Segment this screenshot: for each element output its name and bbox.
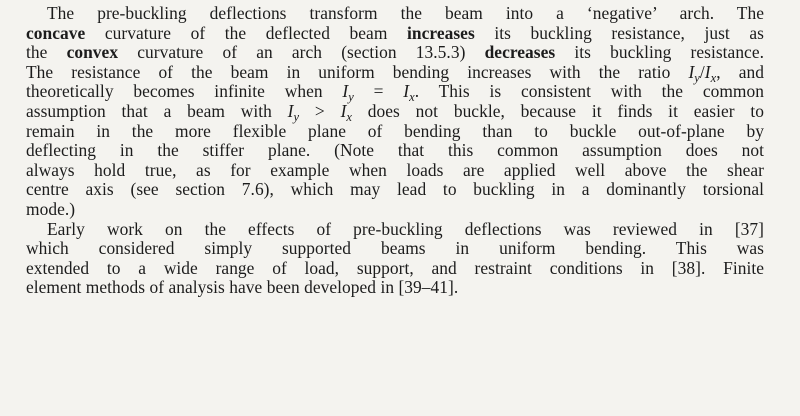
paragraph-1 <box>26 4 764 220</box>
text-run: extended to a wide range of load, support, and restraint conditions in [38]. Finite <box>26 257 764 278</box>
bold-term: concave <box>26 22 86 43</box>
text-run: centre axis (see section 7.6), which may lead to buckling in a dominantly torsional <box>26 179 764 200</box>
text-run: element methods of analysis have been developed in [39–41]. <box>26 277 459 298</box>
bold-term: decreases <box>484 42 556 63</box>
text-run: mode.) <box>26 198 76 219</box>
math-symbol: I <box>287 100 294 121</box>
text-line <box>26 278 764 298</box>
bold-term: increases <box>407 22 475 43</box>
text-line <box>26 141 764 161</box>
text-run: does not buckle, because it finds it easier to <box>352 100 764 121</box>
text-line <box>26 43 764 63</box>
text-line <box>26 24 764 44</box>
text-line <box>26 180 764 200</box>
math-symbol: y <box>348 90 354 105</box>
text-run: theoretically becomes infinite when <box>26 81 343 102</box>
text-run: remain in the more flexible plane of bending than to buckle out-of-plane by <box>26 120 764 141</box>
text-run: / <box>699 61 705 82</box>
math-symbol: I <box>688 61 695 82</box>
text-run: deflecting in the stiffer plane. (Note that this common assumption does not <box>26 140 764 161</box>
text-run: Early work on the effects of pre-buckling deflections was reviewed in [37] <box>47 218 764 239</box>
math-symbol: x <box>346 109 353 124</box>
text-run: the <box>26 42 67 63</box>
text-line <box>26 81 765 105</box>
text-run: its buckling resistance. <box>555 42 764 63</box>
text-line <box>26 161 764 181</box>
text-line <box>26 200 764 220</box>
math-symbol: y <box>694 70 700 85</box>
text-run: always hold true, as for example when loads are applied well above the shear <box>26 159 764 180</box>
math-symbol: I <box>403 81 410 102</box>
text-run: The resistance of the beam in uniform bending increases with the ratio <box>26 61 689 82</box>
text-line <box>26 239 764 259</box>
text-line <box>26 63 764 83</box>
text-run: assumption that a beam with <box>26 100 288 121</box>
math-symbol: x <box>409 90 415 105</box>
clipped-line-fragment <box>250 0 390 4</box>
text-run: The pre-buckling deflections transform the beam into a ‘negative’ arch. The <box>47 3 764 23</box>
text-line <box>26 220 764 240</box>
text-run: , and <box>716 61 764 82</box>
math-symbol: I <box>340 100 347 121</box>
text-line <box>26 259 764 279</box>
text-run: = <box>353 81 404 102</box>
math-symbol: I <box>342 81 349 102</box>
text-run: curvature of the deflected beam <box>85 22 408 43</box>
text-line <box>26 4 764 24</box>
text-run: curvature of an arch (section 13.5.3) <box>118 42 485 63</box>
text-run: which considered simply supported beams in uniform bending. This was <box>26 238 764 259</box>
text-run: > <box>299 100 341 121</box>
paragraph-2 <box>26 220 764 298</box>
text-run: its buckling resistance, just as <box>474 22 764 43</box>
math-symbol: I <box>704 61 711 82</box>
math-symbol: y <box>293 109 300 124</box>
text-line <box>26 102 764 122</box>
text-line <box>26 122 764 142</box>
bold-term: convex <box>66 42 119 63</box>
text-run: . This is consistent with the common <box>414 81 765 102</box>
math-symbol: x <box>710 70 717 85</box>
